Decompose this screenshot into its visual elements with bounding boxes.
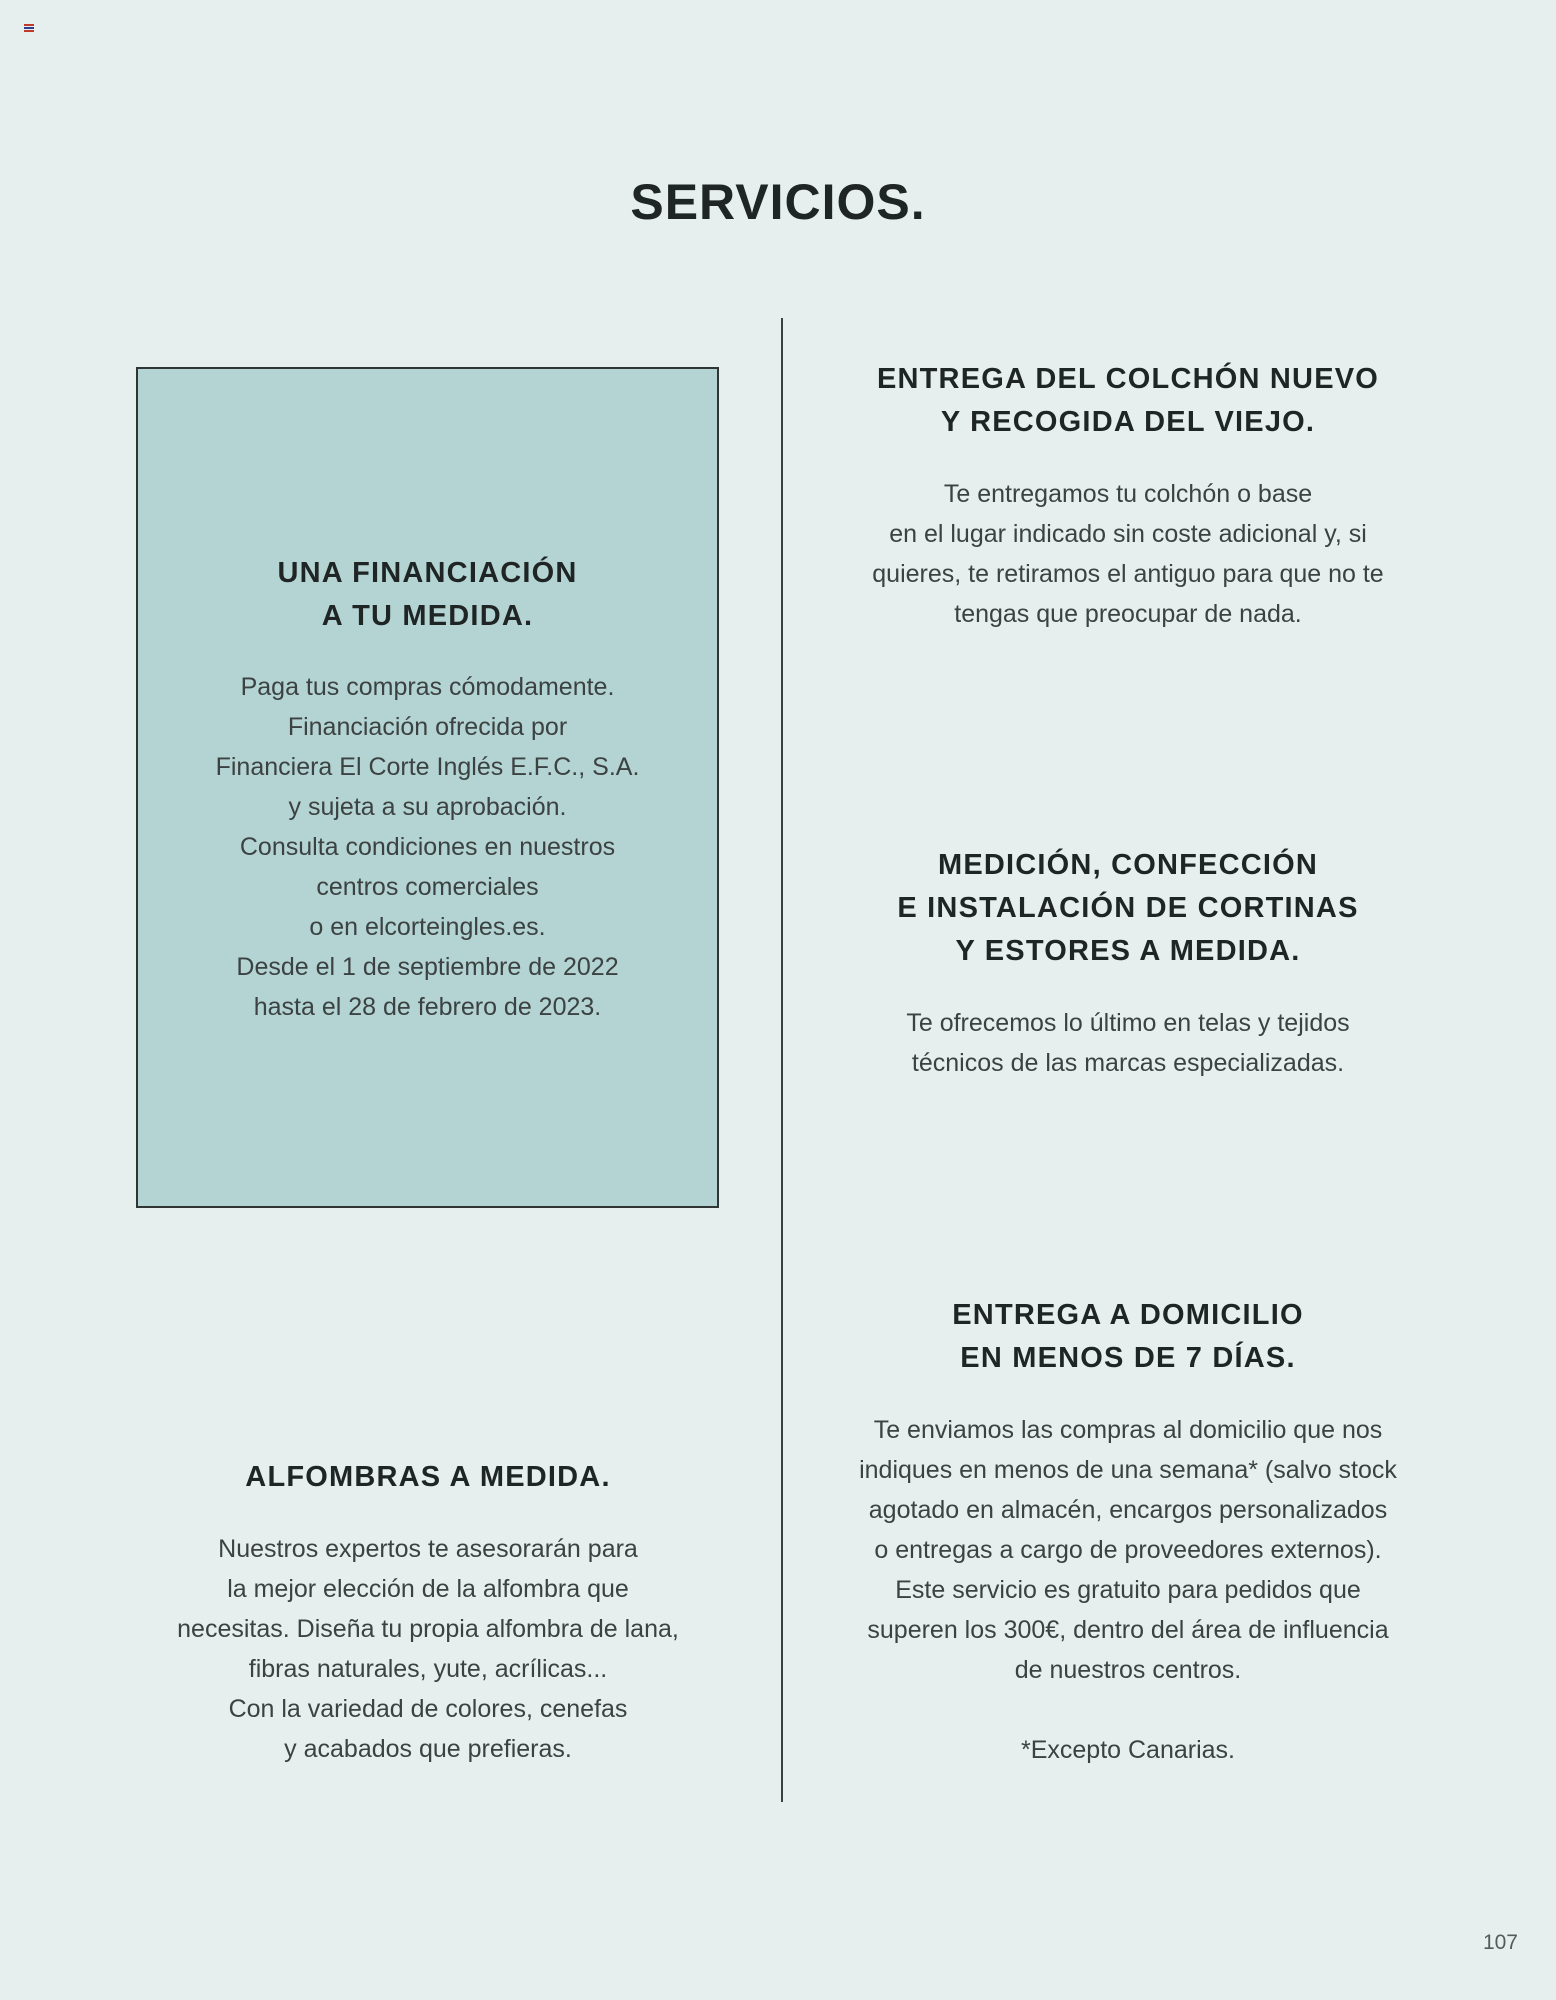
rugs-body-line: la mejor elección de la alfombra que (227, 1575, 629, 1603)
financing-body-line: Desde el 1 de septiembre de 2022 (236, 953, 619, 981)
financing-body-line: o en elcorteingles.es. (309, 913, 546, 941)
curtains-title (808, 844, 1448, 973)
rugs-body-line: y acabados que prefieras. (284, 1735, 572, 1763)
mattress-section (808, 358, 1448, 634)
menu-icon[interactable] (24, 24, 34, 33)
financing-body (138, 667, 717, 1027)
curtains-body (808, 1003, 1448, 1083)
rugs-body (118, 1529, 738, 1769)
financing-body-line: Consulta condiciones en nuestros (239, 833, 616, 861)
home-delivery-body-line: agotado en almacén, encargos personalizados (868, 1496, 1388, 1524)
rugs-body-line: fibras naturales, yute, acrílicas... (248, 1655, 608, 1683)
home-delivery-title-line: ENTREGA A DOMICILIO (952, 1299, 1304, 1331)
mattress-body-line: quieres, te retiramos el antiguo para que no te (872, 560, 1384, 588)
home-delivery-title (808, 1294, 1448, 1380)
home-delivery-body (808, 1410, 1448, 1690)
curtains-section (808, 844, 1448, 1083)
curtains-title-line: MEDICIÓN, CONFECCIÓN (937, 849, 1319, 881)
page-number: 107 (1482, 1931, 1518, 1954)
home-delivery-title-line: EN MENOS DE 7 DÍAS. (960, 1342, 1296, 1374)
financing-box (136, 367, 719, 1208)
home-delivery-body-line: o entregas a cargo de proveedores externos). (874, 1536, 1382, 1564)
financing-title-line: UNA FINANCIACIÓN (277, 557, 578, 589)
financing-body-line: hasta el 28 de febrero de 2023. (253, 993, 602, 1021)
home-delivery-body-line: de nuestros centros. (1014, 1656, 1242, 1684)
financing-body-line: centros comerciales (316, 873, 539, 901)
rugs-title (118, 1456, 738, 1499)
mattress-title (808, 358, 1448, 444)
rugs-section (118, 1456, 738, 1769)
menu-icon-bar (24, 24, 34, 26)
mattress-title-line: ENTREGA DEL COLCHÓN NUEVO (876, 363, 1380, 395)
mattress-body-line: Te entregamos tu colchón o base (943, 480, 1313, 508)
page-title: SERVICIOS. (630, 174, 926, 230)
mattress-body (808, 474, 1448, 634)
rugs-body-line: Nuestros expertos te asesorarán para (218, 1535, 638, 1563)
rugs-body-line: Con la variedad de colores, cenefas (228, 1695, 628, 1723)
financing-section (138, 552, 717, 1027)
home-delivery-body-line: superen los 300€, dentro del área de influencia (867, 1616, 1389, 1644)
curtains-body-line: Te ofrecemos lo último en telas y tejidos (906, 1009, 1350, 1037)
financing-title-line: A TU MEDIDA. (321, 600, 534, 632)
curtains-body-line: técnicos de las marcas especializadas. (911, 1049, 1345, 1077)
menu-icon-bar (24, 30, 34, 32)
home-delivery-body-line: Te enviamos las compras al domicilio que nos (873, 1416, 1383, 1444)
home-delivery-body-line: indiques en menos de una semana* (salvo stock (859, 1456, 1397, 1484)
mattress-body-line: tengas que preocupar de nada. (954, 600, 1302, 628)
financing-body-line: y sujeta a su aprobación. (288, 793, 567, 821)
rugs-body-line: necesitas. Diseña tu propia alfombra de lana, (177, 1615, 679, 1643)
home-delivery-section (808, 1294, 1448, 1770)
mattress-body-line: en el lugar indicado sin coste adicional y, si (889, 520, 1367, 548)
financing-body-line: Paga tus compras cómodamente. (240, 673, 615, 701)
home-delivery-body-line: Este servicio es gratuito para pedidos que (895, 1576, 1361, 1604)
column-divider (781, 318, 783, 1802)
menu-icon-bar (24, 27, 34, 29)
financing-body-line: Financiera El Corte Inglés E.F.C., S.A. (215, 753, 640, 781)
financing-title (138, 552, 717, 638)
curtains-title-line: Y ESTORES A MEDIDA. (955, 935, 1301, 967)
financing-body-line: Financiación ofrecida por (287, 713, 568, 741)
rugs-title-line: ALFOMBRAS A MEDIDA. (245, 1461, 611, 1493)
mattress-title-line: Y RECOGIDA DEL VIEJO. (940, 406, 1316, 438)
home-delivery-footnote: *Excepto Canarias. (1020, 1736, 1235, 1764)
curtains-title-line: E INSTALACIÓN DE CORTINAS (897, 892, 1359, 924)
